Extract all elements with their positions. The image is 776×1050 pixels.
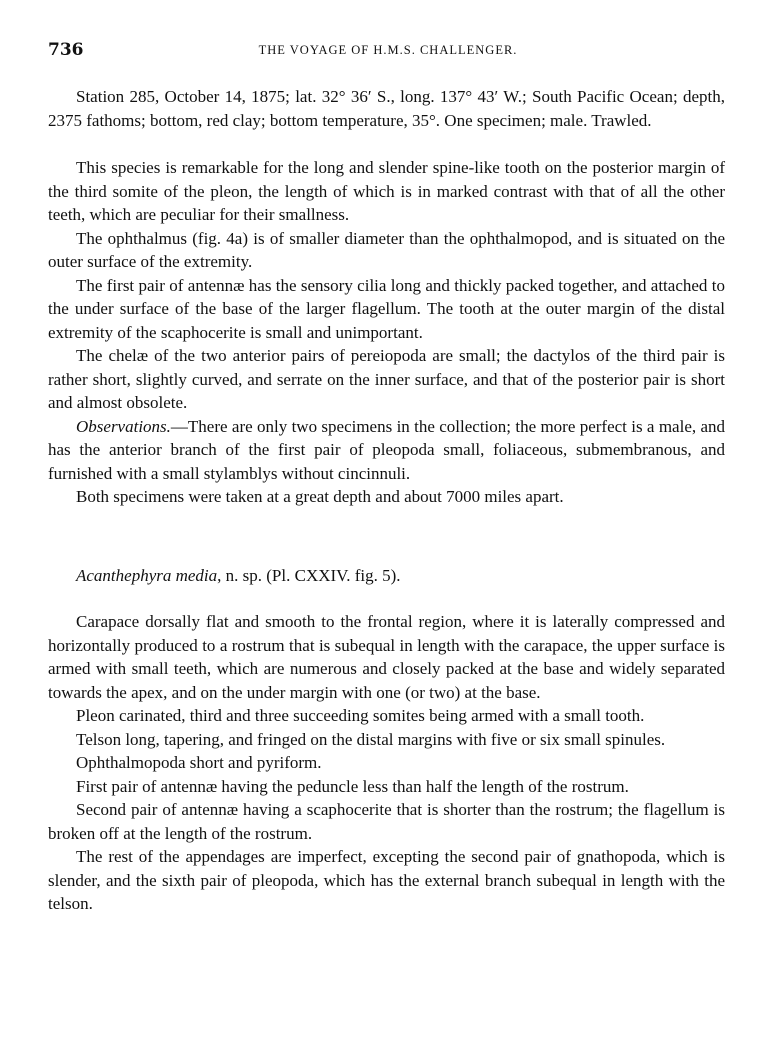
station-paragraph: Station 285, October 14, 1875; lat. 32° 36′ S., long. 137° 43′ W.; South Pacific Ocean; depth, 2375 fathoms; bottom, red clay; bottom temperature, 35°. One specimen; male. Trawled.: [48, 87, 725, 130]
both-specimens-paragraph: Both specimens were taken at a great depth and about 7000 miles apart.: [76, 487, 564, 506]
species-paragraph: Carapace dorsally flat and smooth to the frontal region, where it is laterally compressed and horizontally produced to a rostrum that is subequal in length with the carapace, the upper surface is armed with small teeth, which are numerous and closely packed at the base and widely separated towards the apex, and on the under margin with one (or two) at the base.: [48, 612, 725, 702]
page-number: 736: [48, 40, 84, 60]
species-paragraph: Ophthalmopoda short and pyriform.: [76, 753, 322, 772]
species-paragraph: First pair of antennæ having the peduncle less than half the length of the rostrum.: [76, 776, 629, 796]
description-paragraph: The chelæ of the two anterior pairs of pereiopoda are small; the dactylos of the third pair is rather short, slightly curved, and serrate on the inner surface, and that of the posterior pair is short and almost obsolete.: [48, 346, 725, 412]
observations-text: —There are only two specimens in the collection; the more perfect is a male, and has the anterior branch of the first pair of pleopoda small, foliaceous, submembranous, and furnished with a small stylamblys without cincinnuli.: [48, 416, 725, 483]
page-header: [48, 40, 728, 64]
species-heading-rest: , n. sp. (Pl. CXXIV. fig. 5).: [217, 565, 401, 585]
observations-paragraph: [48, 415, 725, 486]
body-text: [48, 85, 725, 916]
species-paragraph: Pleon carinated, third and three succeeding somites being armed with a small tooth.: [76, 706, 645, 725]
species-paragraph: Telson long, tapering, and fringed on the distal margins with five or six small spinules.: [76, 729, 666, 749]
description-paragraph: This species is remarkable for the long and slender spine-like tooth on the posterior margin of the third somite of the pleon, the length of which is in marked contrast with that of all the other teeth, which are peculiar for their smallness.: [48, 158, 725, 224]
running-title: THE VOYAGE OF H.M.S. CHALLENGER.: [258, 43, 518, 57]
species-name: Acanthephyra media: [76, 565, 218, 585]
species-paragraph: The rest of the appendages are imperfect, excepting the second pair of gnathopoda, which is slender, and the sixth pair of pleopoda, which has the external branch subequal in length with the telson.: [48, 847, 725, 913]
observations-label: Observations.: [76, 416, 171, 436]
description-paragraph: The ophthalmus (fig. 4a) is of smaller diameter than the ophthalmopod, and is situated on the outer surface of the extremity.: [48, 228, 725, 271]
description-paragraph: The first pair of antennæ has the sensory cilia long and thickly packed together, and attached to the under surface of the base of the larger flagellum. The tooth at the outer margin of the distal extremity of the scaphocerite is small and unimportant.: [48, 275, 725, 342]
species-paragraph: Second pair of antennæ having a scaphocerite that is shorter than the rostrum; the flagellum is broken off at the length of the rostrum.: [48, 800, 725, 843]
species-heading: [48, 564, 725, 588]
